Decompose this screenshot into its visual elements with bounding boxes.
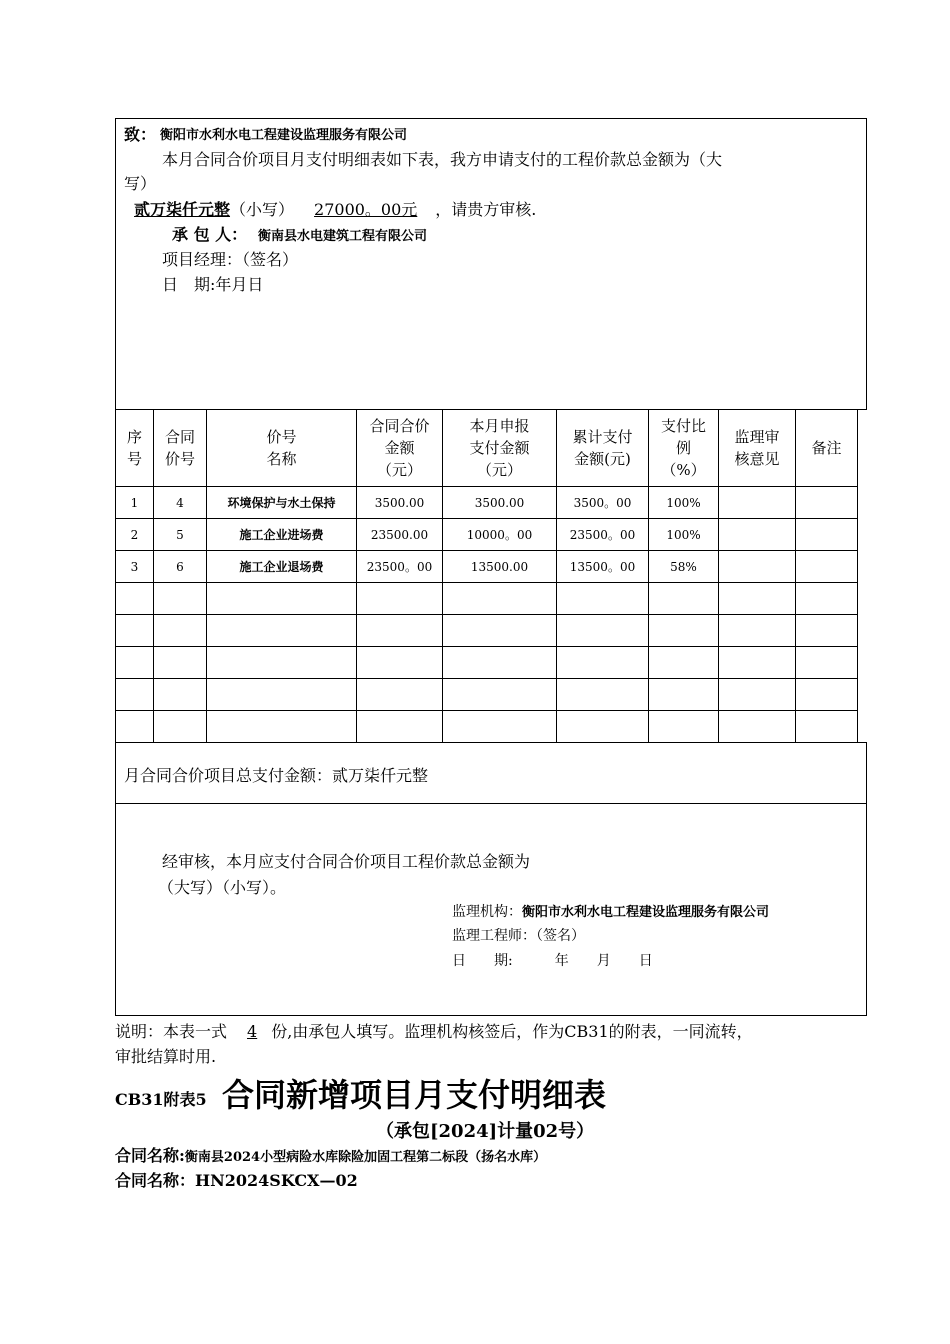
cell-monthly-amount: 10000。00: [443, 519, 557, 551]
cell-contract-amount: 3500.00: [357, 487, 443, 519]
table-row-empty: [116, 615, 858, 647]
header-contract-amount: 合同合价 金额 （元）: [357, 410, 443, 487]
note-line-1: [115, 1019, 753, 1042]
amount-in-words: 贰万柒仟元整: [134, 200, 231, 219]
contractor-label: 承 包 人：: [172, 225, 248, 244]
date-label: 日 期:年月日: [162, 275, 264, 294]
amount-in-figures: 27000。00元: [314, 200, 418, 219]
contract-name-line: [115, 1143, 546, 1166]
header-contract-price-no: 合同 价号: [154, 410, 207, 487]
table-row-empty: [116, 647, 858, 679]
header-supervisor-opinion: 监理审 核意见: [719, 410, 796, 487]
request-line-1: 本月合同合价项目月支付明细表如下表，我方申请支付的工程价款总金额为（大: [162, 150, 723, 169]
note-line-2: 审批结算时用.: [115, 1047, 217, 1066]
cell-opinion: [719, 487, 796, 519]
total-payment-amount: 月合同合价项目总支付金额：贰万柒仟元整: [124, 766, 429, 785]
header-payment-ratio: 支付比 例 （%）: [649, 410, 719, 487]
cell-item-name: 施工企业退场费: [207, 551, 357, 583]
contract-no-line: [115, 1168, 358, 1191]
note-prefix: 说明：本表一式: [115, 1022, 228, 1041]
review-line-2: （大写）（小写）。: [158, 878, 287, 897]
cell-price-no: 6: [154, 551, 207, 583]
form-title: 合同新增项目月支付明细表: [222, 1076, 607, 1114]
contract-no-value: HN2024SKCX—02: [195, 1171, 358, 1190]
contract-name-label: 合同名称:: [115, 1146, 185, 1165]
cell-seq: 2: [116, 519, 154, 551]
cell-price-no: 5: [154, 519, 207, 551]
cell-cumulative-amount: 23500。00: [557, 519, 649, 551]
form-number: （承包[2024]计量02号）: [376, 1121, 595, 1142]
cell-cumulative-amount: 3500。00: [557, 487, 649, 519]
addressee-org: 衡阳市水利水电工程建设监理服务有限公司: [160, 128, 408, 143]
table-row-empty: [116, 679, 858, 711]
cell-seq: 1: [116, 487, 154, 519]
cell-ratio: 58%: [649, 551, 719, 583]
cell-monthly-amount: 13500.00: [443, 551, 557, 583]
table-row-empty: [116, 583, 858, 615]
table-row: [116, 487, 858, 519]
addressee-label: 致：: [124, 125, 157, 144]
amount-line: [124, 197, 536, 220]
header-cumulative-amount: 累计支付 金额(元): [557, 410, 649, 487]
contract-name-value: 衡南县2024小型病险水库除险加固工程第二标段（扬名水库）: [184, 1150, 547, 1165]
cell-price-no: 4: [154, 487, 207, 519]
cell-cumulative-amount: 13500。00: [557, 551, 649, 583]
table-row: [116, 519, 858, 551]
review-date: 日 期: 年 月 日: [452, 953, 653, 969]
cell-seq: 3: [116, 551, 154, 583]
cell-monthly-amount: 3500.00: [443, 487, 557, 519]
cell-remarks: [796, 519, 858, 551]
cell-contract-amount: 23500。00: [357, 551, 443, 583]
supervision-org-label: 监理机构：: [452, 904, 522, 920]
cell-opinion: [719, 551, 796, 583]
table-header-row: [116, 410, 858, 487]
payment-detail-table: [115, 409, 858, 743]
table-row-empty: [116, 711, 858, 743]
contractor-name: 衡南县水电建筑工程有限公司: [258, 229, 428, 244]
header-remarks: 备注: [796, 410, 858, 487]
header-seq: 序 号: [116, 410, 154, 487]
header-item-name: 价号 名称: [207, 410, 357, 487]
review-request-text: ，请贵方审核.: [435, 200, 537, 219]
header-monthly-amount: 本月申报 支付金额 （元）: [443, 410, 557, 487]
cell-opinion: [719, 519, 796, 551]
cell-ratio: 100%: [649, 519, 719, 551]
request-line-2: 写）: [124, 174, 157, 193]
cell-ratio: 100%: [649, 487, 719, 519]
small-write-label: （小写）: [230, 200, 295, 219]
note-suffix: 份,由承包人填写。监理机构核签后，作为CB31的附表，一同流转，: [271, 1022, 753, 1041]
cell-item-name: 环境保护与水土保持: [207, 487, 357, 519]
cell-remarks: [796, 487, 858, 519]
contract-no-label: 合同名称：: [115, 1171, 196, 1190]
project-manager-signature: 项目经理：（签名）: [162, 250, 299, 269]
supervising-engineer-signature: 监理工程师：（签名）: [452, 928, 585, 944]
copies-count: 4: [247, 1022, 258, 1041]
supervision-org-name: 衡阳市水利水电工程建设监理服务有限公司: [522, 905, 770, 920]
review-line-1: 经审核，本月应支付合同合价项目工程价款总金额为: [162, 852, 531, 871]
table-row: [116, 551, 858, 583]
form-code: CB31附表5: [115, 1090, 207, 1109]
cell-item-name: 施工企业进场费: [207, 519, 357, 551]
supervision-org-line: [452, 901, 769, 921]
cell-remarks: [796, 551, 858, 583]
cell-contract-amount: 23500.00: [357, 519, 443, 551]
